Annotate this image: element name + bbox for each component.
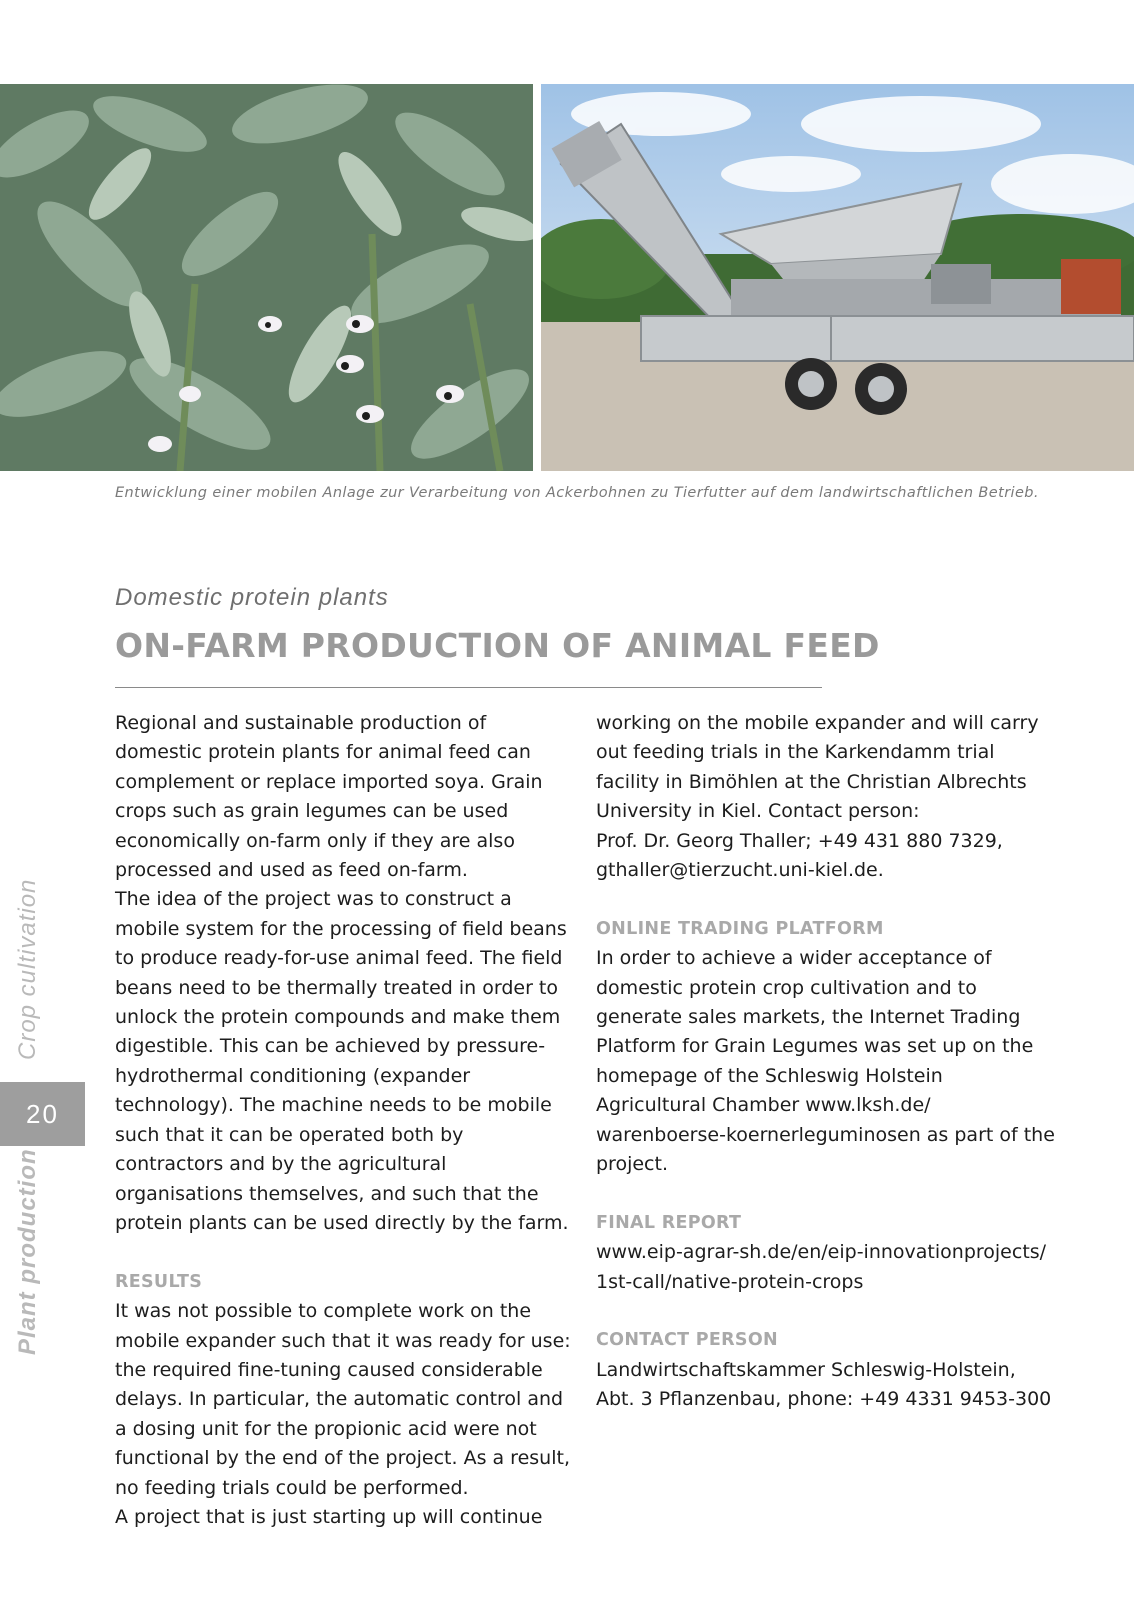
results-line-2: mobile expander such that it was ready for use: — [115, 1329, 571, 1352]
results-paragraph — [115, 1297, 577, 1532]
final-report-url-line-2[interactable]: 1st-call/native-protein-crops — [596, 1270, 864, 1293]
sidebar-section-label: Crop cultivation — [14, 878, 41, 1060]
page-number: 20 — [0, 1082, 85, 1146]
continued-paragraph — [596, 709, 1058, 885]
field-bean-illustration — [0, 84, 533, 471]
section-kicker: Domestic protein plants — [115, 584, 389, 611]
idea-text: The idea of the project was to construct a mobile system for the processing of field beans to produce ready-for-use animal feed. The field beans need to be thermally treated in order to unlock the protein compounds and make them digestible. This can be achieved by pressure-hydrothermal conditioning (expander technology). The machine needs to be mobile such that it can be operated both by contractors and by the agricultural organisations themselves, and such that the — [115, 888, 567, 1205]
mobile-expander-photo — [541, 84, 1134, 471]
sidebar-chapter-label: Plant production — [14, 1148, 41, 1355]
left-column — [115, 709, 577, 1532]
final-report-link[interactable] — [596, 1238, 1058, 1297]
contact-email: gthaller@tierzucht.uni-kiel.de. — [596, 859, 884, 882]
sidebar-chapter-label-wrapper — [14, 1148, 62, 1355]
right-column — [596, 709, 1058, 1415]
contact-organisation: Landwirtschaftskammer Schleswig-Holstein, — [596, 1358, 1016, 1381]
intro-paragraph: Regional and sustainable production of domestic protein plants for animal feed can complement or replace imported soya. Grain crops such as grain legumes can be used economically on-farm only if they are also processed and used as feed on-farm. — [115, 712, 543, 882]
photo-caption: Entwicklung einer mobilen Anlage zur Verarbeitung von Ackerbohnen zu Tierfutter auf dem landwirtschaftlichen Betrieb. — [115, 485, 1039, 501]
final-report-heading: FINAL REPORT — [596, 1212, 742, 1233]
page-title: ON-FARM PRODUCTION OF ANIMAL FEED — [115, 626, 880, 665]
final-report-url-line-1[interactable]: www.eip-agrar-sh.de/en/eip-innovationprojects/ — [596, 1241, 1047, 1264]
idea-paragraph — [115, 885, 577, 1238]
contact-line: Prof. Dr. Georg Thaller; +49 431 880 7329, — [596, 829, 1003, 852]
contact-person-paragraph — [596, 1356, 1058, 1415]
field-bean-photo — [0, 84, 533, 471]
continued-text: working on the mobile expander and will carry out feeding trials in the Karkendamm trial facility in Bimöhlen at the Christian Albrechts University in Kiel. Contact person: — [596, 712, 1039, 823]
contact-person-heading: CONTACT PERSON — [596, 1330, 778, 1351]
results-text: the required fine-tuning caused considerable delays. In particular, the automatic control and a dosing unit for the propionic acid were not functional by the end of the project. As a result, no feeding trials could be performed. — [115, 1358, 570, 1499]
results-heading: RESULTS — [115, 1271, 203, 1292]
title-divider — [115, 687, 822, 688]
results-last-line: A project that is just starting up will continue — [115, 1505, 543, 1528]
idea-last-line: protein plants can be used directly by the farm. — [115, 1211, 569, 1234]
platform-paragraph: In order to achieve a wider acceptance of domestic protein crop cultivation and to generate sales markets, the Internet Trading Platform for Grain Legumes was set up on the homepage of the Schleswig Holstein Agricultural Chamber www.lksh.de/ warenboerse-koernerleguminosen as part of the project. — [596, 947, 1055, 1176]
sidebar-section-label-wrapper — [14, 878, 62, 1060]
mobile-expander-illustration — [541, 84, 1134, 471]
platform-heading: ONLINE TRADING PLATFORM — [596, 918, 884, 939]
contact-phone: Abt. 3 Pflanzenbau, phone: +49 4331 9453-300 — [596, 1388, 1052, 1411]
results-line-1: It was not possible to complete work on the — [115, 1300, 532, 1323]
